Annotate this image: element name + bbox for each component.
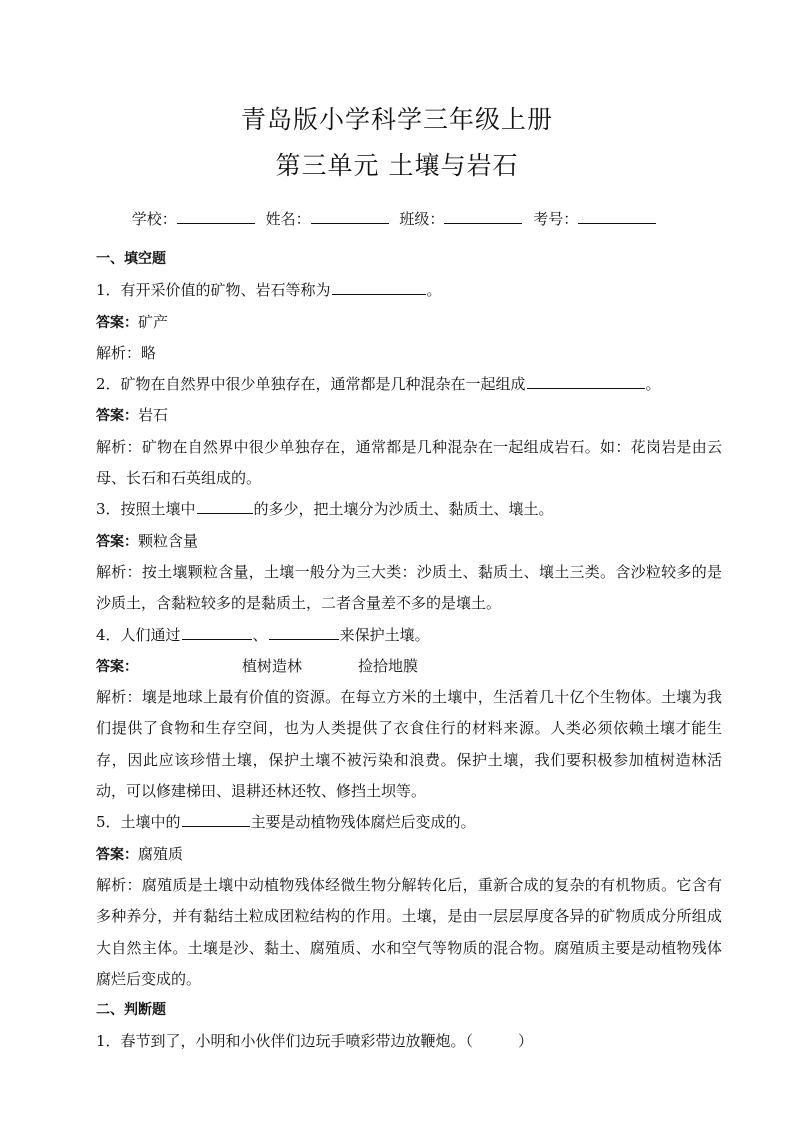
name-label: 姓名： [265,210,311,228]
judge-question-1: 1．春节到了，小明和小伙伴们边玩手喷彩带边放鞭炮。（ ） [96,1032,534,1051]
answer-label: 答案： [96,533,138,550]
question-5-answer-text: 腐殖质 [138,844,184,863]
question-3-text: 3．按照土壤中 [96,500,196,519]
question-5-end: 主要是动植物残体腐烂后变成的。 [250,813,476,832]
answer-label: 答案： [96,658,138,675]
question-5 [96,807,722,838]
question-3-answer-text: 颗粒含量 [138,531,199,550]
question-2-end: 。 [645,375,661,394]
analysis-label: 解析： [96,343,142,362]
question-2-text: 2．矿物在自然界中很少单独存在，通常都是几种混杂在一起组成 [96,375,526,394]
analysis-label: 解析： [96,875,142,894]
document-title: 青岛版小学科学三年级上册 [240,105,553,134]
answer-label: 答案： [96,408,138,425]
school-input-line[interactable] [177,209,255,224]
question-4-answer-2: 捡拾地膜 [358,656,419,675]
question-1-analysis-text: 略 [141,343,157,362]
question-1 [96,275,722,306]
question-3-blank[interactable] [197,495,253,514]
student-info-line [0,208,794,229]
answer-label: 答案： [96,846,138,863]
question-1-answer [96,307,722,338]
question-5-analysis [96,870,722,995]
exam-number-input-line[interactable] [578,209,656,224]
analysis-label: 解析： [96,688,142,707]
question-2-analysis-text: 矿物在自然界中很少单独存在，通常都是几种混杂在一起组成岩石。如：花岗岩是由云母、长石和石英组成的。 [96,437,722,488]
question-4-analysis [96,682,722,807]
question-4-blank-2[interactable] [269,621,339,640]
class-input-line[interactable] [444,209,522,224]
question-4-separator: 、 [252,625,268,644]
question-4-analysis-text: 壤是地球上最有价值的资源。在每立方米的土壤中，生活着几十亿个生物体。土壤为我们提供了食物和生存空间，也为人类提供了衣食住行的材料来源。人类必须依赖土壤才能生存，因此应该珍惜土壤，保护土壤不被污染和浪费。保护土壤，我们要积极参加植树造林活动，可以修建梯田、退耕还林还牧、修挡土坝等。 [96,688,722,801]
name-input-line[interactable] [311,209,389,224]
school-label: 学校： [131,210,177,228]
question-3-end: 的多少，把土壤分为沙质土、黏质土、壤土。 [253,500,554,519]
question-2-answer [96,400,722,431]
question-2-answer-text: 岩石 [138,406,169,425]
analysis-label: 解析： [96,437,142,456]
question-5-text: 5．土壤中的 [96,813,181,832]
question-1-end: 。 [426,281,442,300]
question-2-blank[interactable] [527,370,645,389]
question-1-blank[interactable] [332,276,426,295]
question-4-text: 4．人们通过 [96,625,181,644]
question-1-analysis [96,338,722,369]
question-2 [96,369,722,400]
analysis-label: 解析： [96,562,142,581]
question-body [96,244,722,1058]
question-4 [96,620,722,651]
answer-label: 答案： [96,314,138,331]
question-4-answer [96,651,722,682]
question-3-analysis-text: 按土壤颗粒含量，土壤一般分为三大类：沙质土、黏质土、壤土三类。含沙粒较多的是沙质土，含黏粒较多的是黏质土，二者含量差不多的是壤土。 [96,562,722,613]
question-5-answer [96,839,722,870]
question-3-answer [96,526,722,557]
question-1-answer-text: 矿产 [138,312,169,331]
question-4-blank-1[interactable] [182,621,252,640]
question-5-blank[interactable] [182,808,250,827]
question-3 [96,494,722,525]
question-1-text: 1．有开采价值的矿物、岩石等称为 [96,281,331,300]
question-3-analysis [96,557,722,620]
section-true-false: 二、判断题 [96,1002,166,1019]
question-2-analysis [96,432,722,495]
exam-number-label: 考号： [533,210,579,228]
question-4-answer-1: 植树造林 [242,656,303,675]
class-label: 班级： [399,210,445,228]
section-fill-in: 一、填空题 [96,251,166,267]
question-4-end: 来保护土壤。 [339,625,430,644]
unit-title: 第三单元 土壤与岩石 [275,151,519,180]
question-5-analysis-text: 腐殖质是土壤中动植物残体经微生物分解转化后，重新合成的复杂的有机物质。它含有多种养分，并有黏结土粒成团粒结构的作用。土壤，是由一层层厚度各异的矿物质成分所组成大自然主体。土壤是沙、黏土、腐殖质、水和空气等物质的混合物。腐殖质主要是动植物残体腐烂后变成的。 [96,875,722,988]
